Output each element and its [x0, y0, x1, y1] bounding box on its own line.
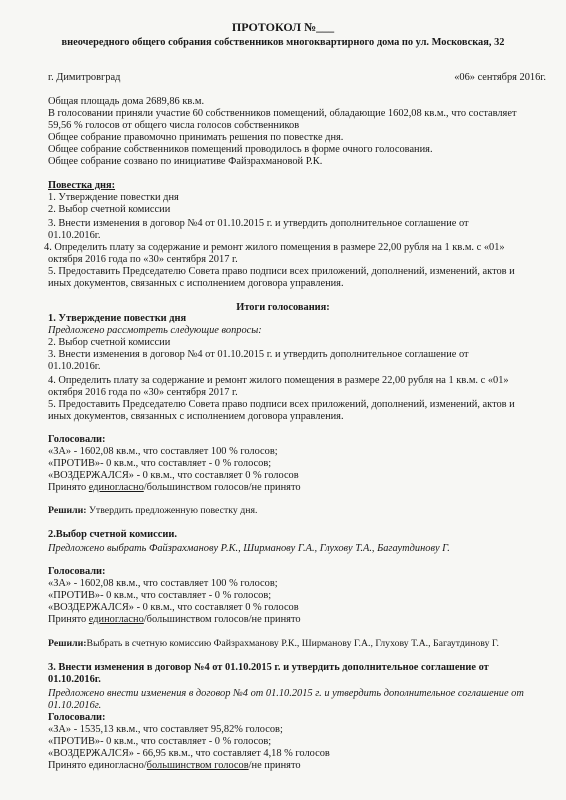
agenda-item: 5. Предоставить Председателю Совета право подписи всех приложений, дополнений, изменений, актов и — [48, 266, 515, 277]
question-3-vote-for: «ЗА» - 1535,13 кв.м., что составляет 95,82% голосов; — [48, 724, 283, 735]
question-1-intro: Предложено рассмотреть следующие вопросы: — [48, 325, 262, 336]
question-3-proposal-cont: 01.10.2016г. — [48, 700, 102, 711]
question-3-heading: 3. Внести изменения в договор №4 от 01.10.2015 г. и утвердить дополнительное соглашение от — [48, 662, 489, 673]
accepted-suffix: /не принято — [248, 760, 301, 771]
accepted-option: единогласно — [88, 614, 144, 625]
question-1-item: 2. Выбор счетной комиссии — [48, 337, 171, 348]
question-3-vote-against: «ПРОТИВ»- 0 кв.м., что составляет - 0 % голосов; — [48, 736, 272, 747]
accepted-prefix: Принято единогласно/ — [48, 760, 147, 771]
decision-label: Решили: — [48, 638, 87, 649]
intro-line: Общее собрание созвано по инициативе Файзрахмановой Р.К. — [48, 156, 323, 167]
accepted-suffix: /большинством голосов/не принято — [143, 614, 301, 625]
document-title: ПРОТОКОЛ №___ — [231, 20, 335, 34]
question-1-item: 01.10.2016г. — [48, 361, 101, 372]
question-2-accepted — [48, 614, 301, 626]
question-2-vote-against: «ПРОТИВ»- 0 кв.м., что составляет - 0 % голосов; — [48, 590, 272, 601]
question-2-proposal: Предложено выбрать Файзрахманову Р.К., Ширманову Г.А., Глухову Т.А., Багаутдинову Г. — [48, 543, 450, 554]
question-1-item: 3. Внести изменения в договор №4 от 01.10.2015 г. и утвердить дополнительное соглашение от — [48, 349, 469, 360]
question-2-votes-heading: Голосовали: — [48, 566, 106, 577]
question-3-heading-cont: 01.10.2016г. — [48, 674, 101, 685]
accepted-prefix: Принято — [48, 614, 89, 625]
question-2-heading: 2.Выбор счетной комиссии. — [48, 529, 177, 540]
agenda-item: 4. Определить плату за содержание и ремонт жилого помещения в размере 22,00 рубля на 1 кв.м. с «01» — [44, 242, 505, 253]
agenda-item: 2. Выбор счетной комиссии — [48, 204, 171, 215]
results-heading: Итоги голосования: — [236, 302, 330, 313]
question-1-vote-for: «ЗА» - 1602,08 кв.м., что составляет 100 % голосов; — [48, 446, 278, 457]
decision-text: Утвердить предложенную повестку дня. — [86, 505, 258, 516]
intro-line: Общее собрание собственников помещений проводилось в форме очного голосования. — [48, 144, 433, 155]
agenda-item: 3. Внести изменения в договор №4 от 01.10.2015 г. и утвердить дополнительное соглашение от — [48, 218, 469, 229]
question-3-vote-abstain: «ВОЗДЕРЖАЛСЯ» - 66,95 кв.м., что составляет 4,18 % голосов — [48, 748, 330, 759]
agenda-item: иных документов, связанных с исполнением договора управления. — [48, 278, 344, 289]
accepted-option: большинством голосов — [146, 760, 249, 771]
intro-line: Общая площадь дома 2689,86 кв.м. — [48, 96, 205, 107]
question-1-vote-against: «ПРОТИВ»- 0 кв.м., что составляет - 0 % голосов; — [48, 458, 272, 469]
intro-line: 59,56 % голосов от общего числа голосов собственников — [48, 120, 300, 131]
decision-label: Решили: — [48, 505, 87, 516]
question-1-votes-heading: Голосовали: — [48, 434, 106, 445]
city: г. Димитровград — [48, 72, 121, 83]
agenda-item: октября 2016 года по «30» сентября 2017 г. — [48, 254, 238, 265]
agenda-item: 01.10.2016г. — [48, 230, 101, 241]
question-1-vote-abstain: «ВОЗДЕРЖАЛСЯ» - 0 кв.м., что составляет 0 % голосов — [48, 470, 299, 481]
accepted-prefix: Принято — [48, 482, 89, 493]
agenda-heading: Повестка дня: — [48, 180, 116, 191]
question-1-item: иных документов, связанных с исполнением договора управления. — [48, 411, 344, 422]
agenda-item: 1. Утверждение повестки дня — [48, 192, 179, 203]
question-1-decision — [48, 505, 257, 517]
question-1-item: октября 2016 года по «30» сентября 2017 г. — [48, 387, 238, 398]
question-1-item: 4. Определить плату за содержание и ремонт жилого помещения в размере 22,00 рубля на 1 кв.м. с «01» — [48, 375, 509, 386]
question-1-heading: 1. Утверждение повестки дня — [48, 313, 187, 324]
accepted-suffix: /большинством голосов/не принято — [143, 482, 301, 493]
intro-line: Общее собрание правомочно принимать решения по повестке дня. — [48, 132, 344, 143]
accepted-option: единогласно — [88, 482, 144, 493]
decision-text: Выбрать в счетную комиссию Файзрахманову Р.К., Ширманову Г.А., Глухову Т.А., Багаутдинову Г. — [86, 638, 499, 649]
question-1-item: 5. Предоставить Председателю Совета право подписи всех приложений, дополнений, изменений, актов и — [48, 399, 515, 410]
document-subtitle: внеочередного общего собрания собственников многоквартирного дома по ул. Московская, 32 — [61, 37, 505, 48]
question-3-accepted — [48, 760, 301, 772]
document-date: «06» сентября 2016г. — [454, 72, 546, 83]
question-2-vote-for: «ЗА» - 1602,08 кв.м., что составляет 100 % голосов; — [48, 578, 278, 589]
question-3-votes-heading: Голосовали: — [48, 712, 106, 723]
intro-line: В голосовании приняли участие 60 собственников помещений, обладающие 1602,08 кв.м., что составляет — [48, 108, 517, 119]
question-1-accepted — [48, 482, 301, 494]
question-2-decision — [48, 638, 499, 650]
question-3-proposal: Предложено внести изменения в договор №4 от 01.10.2015 г. и утвердить дополнительное соглашение от — [48, 688, 524, 699]
question-2-vote-abstain: «ВОЗДЕРЖАЛСЯ» - 0 кв.м., что составляет 0 % голосов — [48, 602, 299, 613]
